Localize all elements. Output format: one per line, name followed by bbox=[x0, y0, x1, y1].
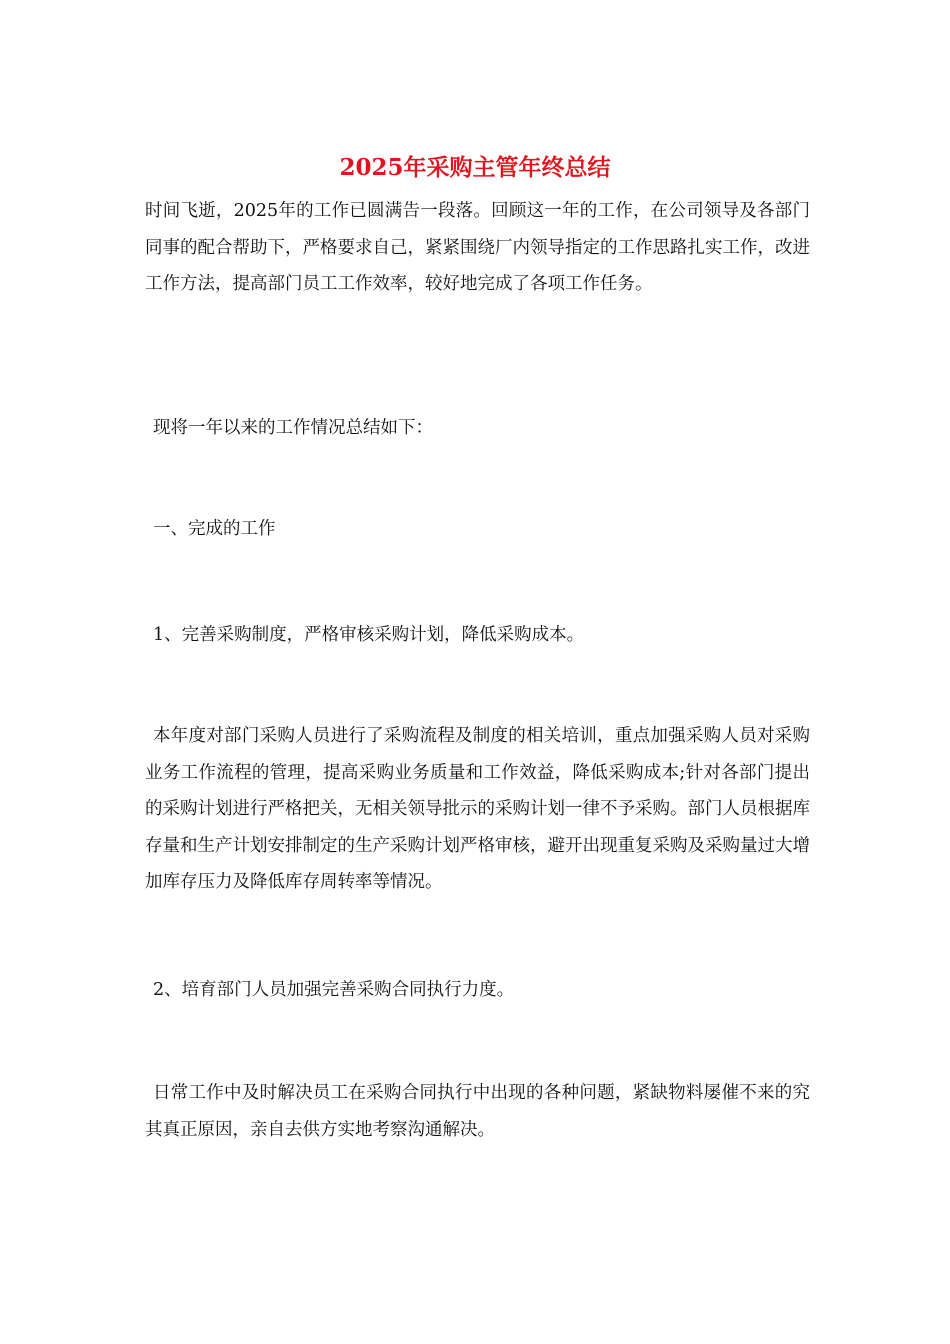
item-2-body: 日常工作中及时解决员工在采购合同执行中出现的各种问题，紧缺物料屡催不来的究其真正原因，亲自去供方实地考察沟通解决。 bbox=[145, 1083, 810, 1140]
item-2-heading: 2、培育部门人员加强完善采购合同执行力度。 bbox=[153, 980, 515, 1000]
intro-paragraph: 时间飞逝，2025年的工作已圆满告一段落。回顾这一年的工作，在公司领导及各部门同事的配合帮助下，严格要求自己，紧紧围绕厂内领导指定的工作思路扎实工作，改进工作方法，提高部门员工工作效率，较好地完成了各项工作任务。 bbox=[145, 201, 810, 294]
item-1-body: 本年度对部门采购人员进行了采购流程及制度的相关培训，重点加强采购人员对采购业务工作流程的管理，提高采购业务质量和工作效益，降低采购成本;针对各部门提出的采购计划进行严格把关，无相关领导批示的采购计划一律不予采购。部门人员根据库存量和生产计划安排制定的生产采购计划严格审核，避开出现重复采购及采购量过大增加库存压力及降低库存周转率等情况。 bbox=[145, 726, 810, 892]
summary-lead: 现将一年以来的工作情况总结如下： bbox=[153, 418, 433, 438]
item-1-heading: 1、完善采购制度，严格审核采购计划，降低采购成本。 bbox=[153, 625, 585, 645]
document-title: 2025年采购主管年终总结 bbox=[339, 154, 611, 181]
section-heading-completed-work: 一、完成的工作 bbox=[153, 519, 276, 539]
